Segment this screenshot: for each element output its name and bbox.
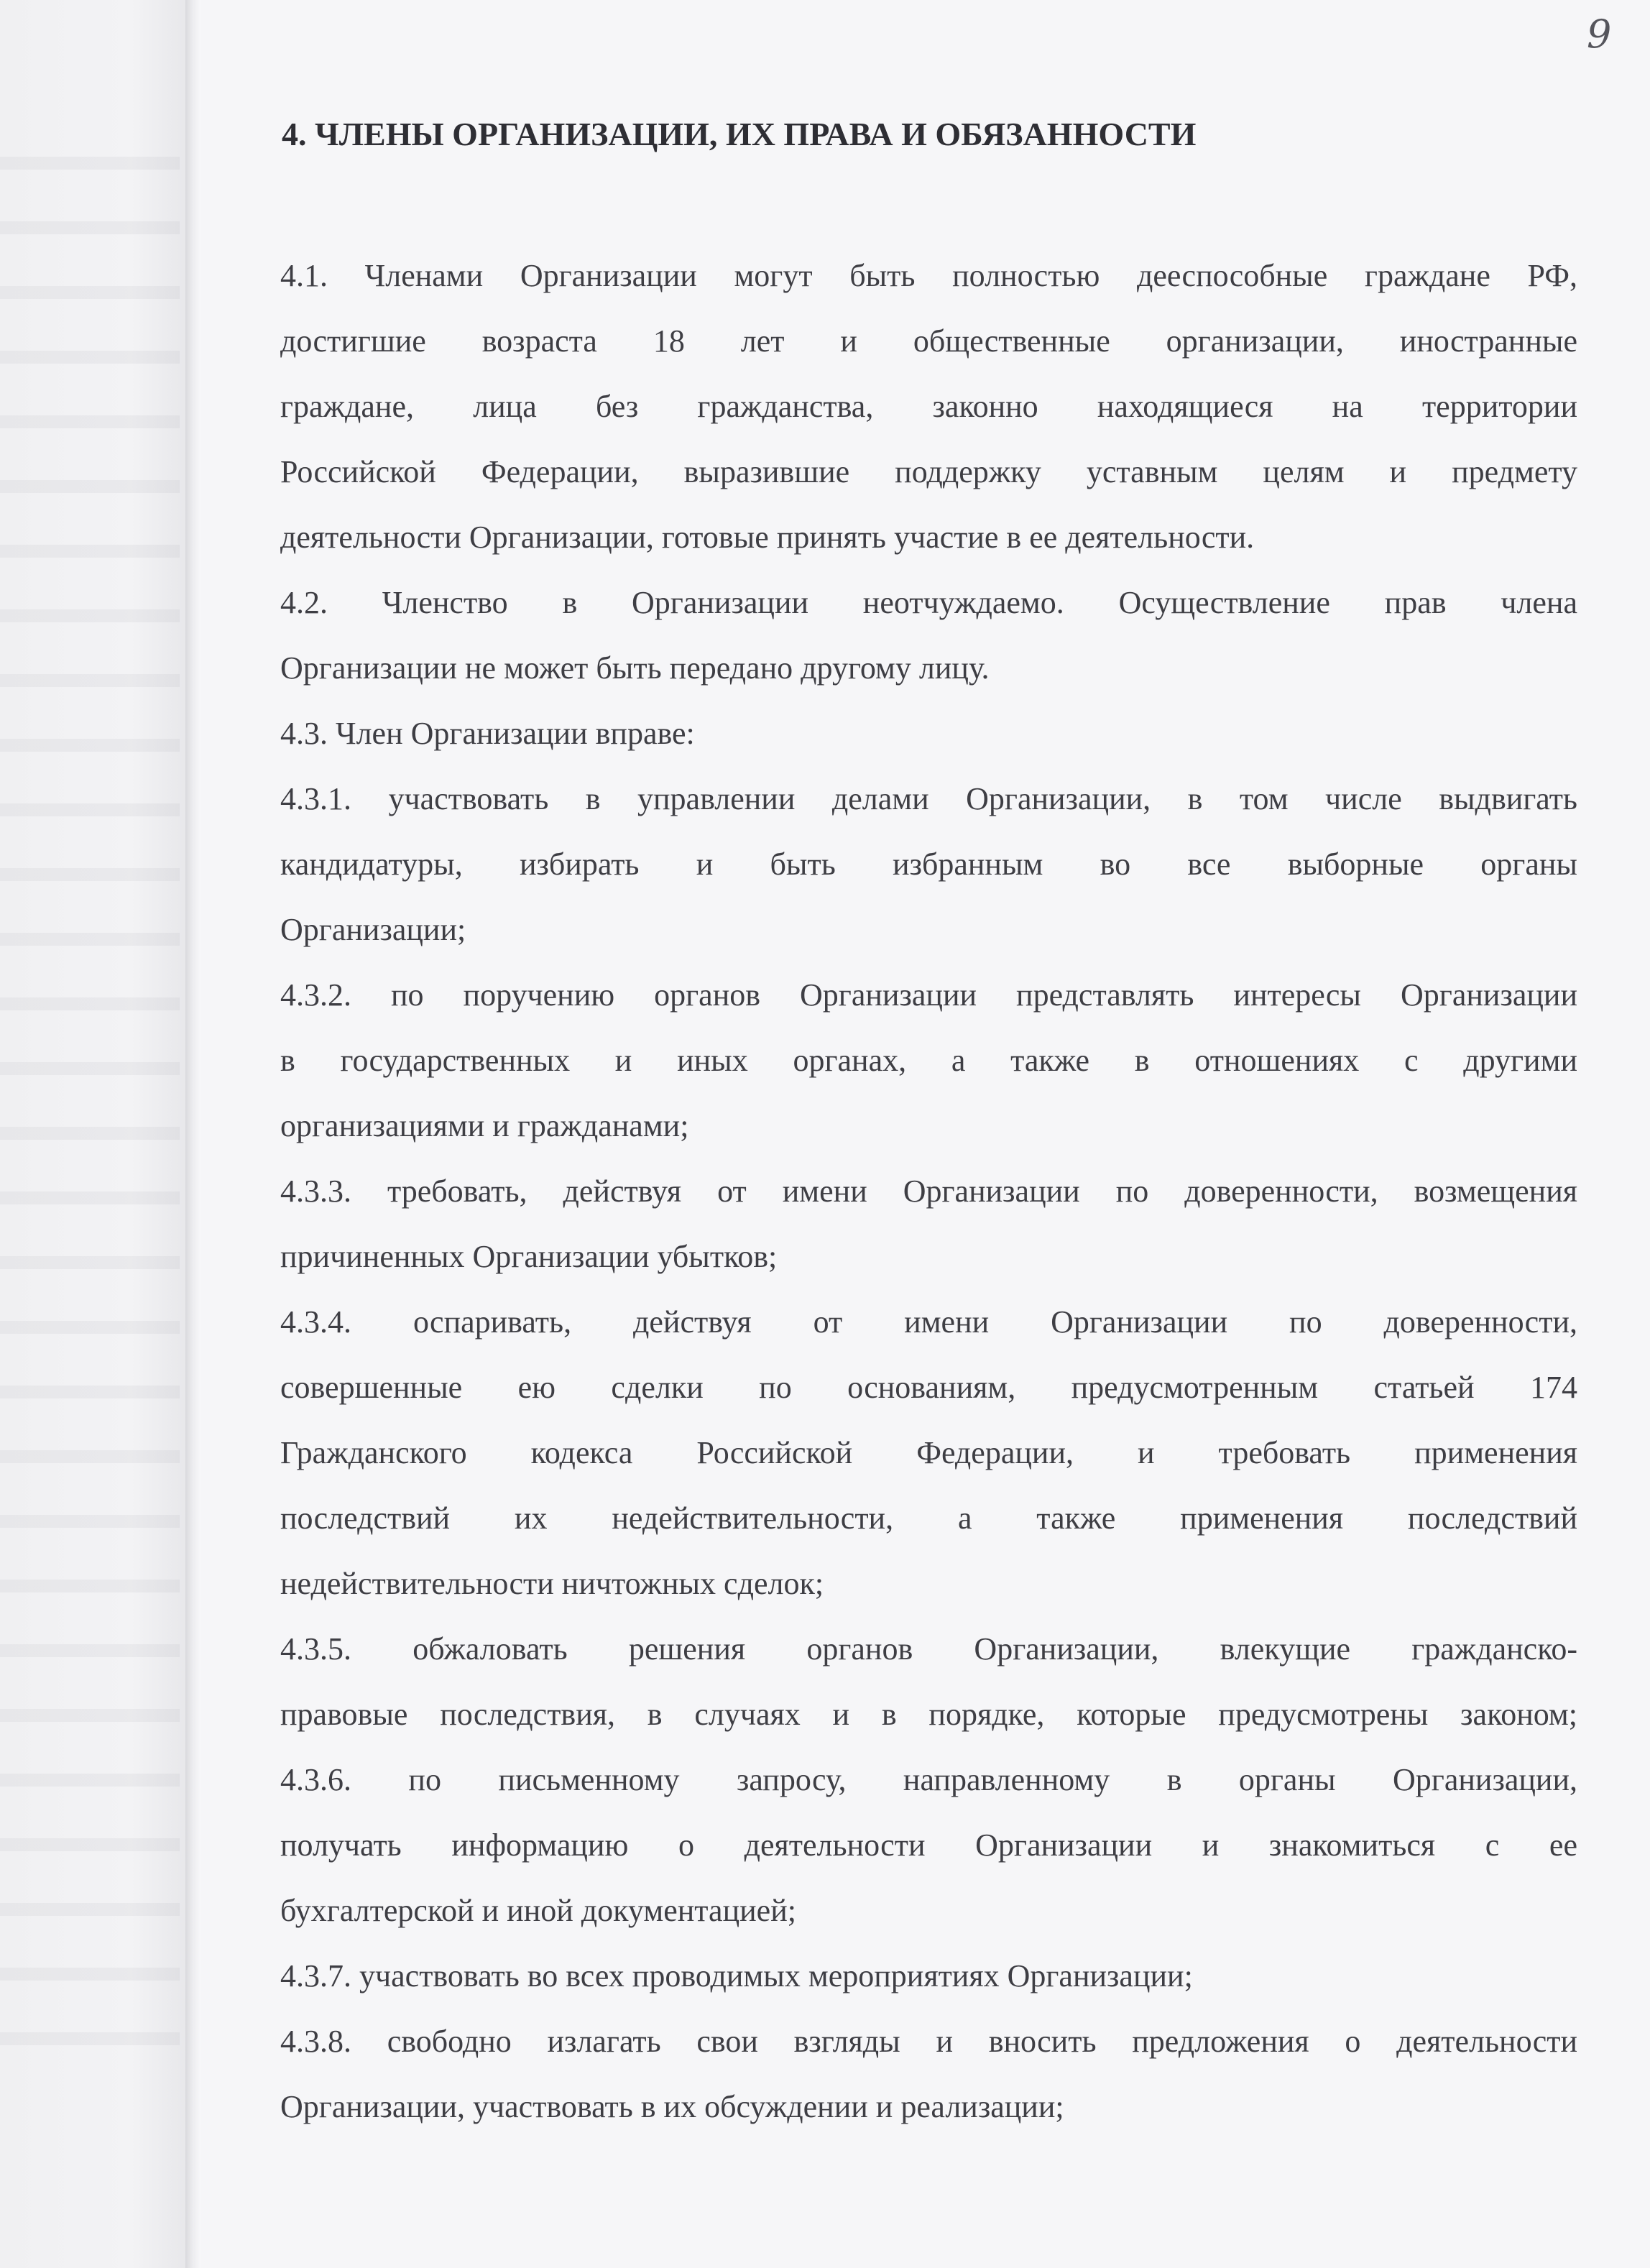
text-line: 4.3.6. по письменному запросу, направленному в органы Организации, xyxy=(280,1762,1577,1797)
section-title: 4. ЧЛЕНЫ ОРГАНИЗАЦИИ, ИХ ПРАВА И ОБЯЗАННОСТИ xyxy=(282,116,1197,152)
text-line: Организации, участвовать в их обсуждении и реализации; xyxy=(280,2089,1064,2124)
text-line: Организации; xyxy=(280,912,466,947)
page-fold-shadow xyxy=(185,0,201,2268)
text-line: 4.3.5. обжаловать решения органов Организации, влекущие гражданско- xyxy=(280,1631,1577,1667)
text-line: правовые последствия, в случаях и в порядке, которые предусмотрены законом; xyxy=(280,1697,1577,1732)
text-line: граждане, лица без гражданства, законно находящиеся на территории xyxy=(280,389,1577,424)
text-line: Организации не может быть передано другому лицу. xyxy=(280,650,990,686)
text-line: 4.3.4. оспаривать, действуя от имени Организации по доверенности, xyxy=(280,1304,1577,1340)
text-line: причиненных Организации убытков; xyxy=(280,1239,778,1274)
text-line: получать информацию о деятельности Организации и знакомиться с ее xyxy=(280,1827,1577,1863)
handwritten-page-number: 9 xyxy=(1587,11,1612,57)
text-line: 4.3.7. участвовать во всех проводимых мероприятиях Организации; xyxy=(280,1958,1193,1993)
text-line: достигшие возраста 18 лет и общественные организации, иностранные xyxy=(280,323,1577,359)
text-line: Гражданского кодекса Российской Федерации, и требовать применения xyxy=(280,1435,1577,1470)
text-line: 4.1. Членами Организации могут быть полностью дееспособные граждане РФ, xyxy=(280,258,1577,293)
text-line: кандидатуры, избирать и быть избранным во все выборные органы xyxy=(280,847,1577,882)
text-line: деятельности Организации, готовые принять участие в ее деятельности. xyxy=(280,520,1255,555)
text-line: Российской Федерации, выразившие поддержку уставным целям и предмету xyxy=(280,454,1577,489)
bleed-through-shadow xyxy=(0,122,180,2062)
text-line: 4.3. Член Организации вправе: xyxy=(280,716,695,751)
text-line: организациями и гражданами; xyxy=(280,1108,689,1143)
document-body xyxy=(280,243,1577,2139)
text-line: 4.2. Членство в Организации неотчуждаемо. Осуществление прав члена xyxy=(280,585,1577,620)
text-line: в государственных и иных органах, а также в отношениях с другими xyxy=(280,1043,1577,1078)
text-line: 4.3.8. свободно излагать свои взгляды и вносить предложения о деятельности xyxy=(280,2024,1577,2059)
text-line: недействительности ничтожных сделок; xyxy=(280,1566,824,1601)
text-line: последствий их недействительности, а также применения последствий xyxy=(280,1501,1577,1536)
text-line: 4.3.3. требовать, действуя от имени Организации по доверенности, возмещения xyxy=(280,1174,1577,1209)
text-line: бухгалтерской и иной документацией; xyxy=(280,1893,796,1928)
text-line: 4.3.1. участвовать в управлении делами Организации, в том числе выдвигать xyxy=(280,781,1577,816)
text-line: совершенные ею сделки по основаниям, предусмотренным статьей 174 xyxy=(280,1370,1577,1405)
text-line: 4.3.2. по поручению органов Организации представлять интересы Организации xyxy=(280,977,1577,1013)
